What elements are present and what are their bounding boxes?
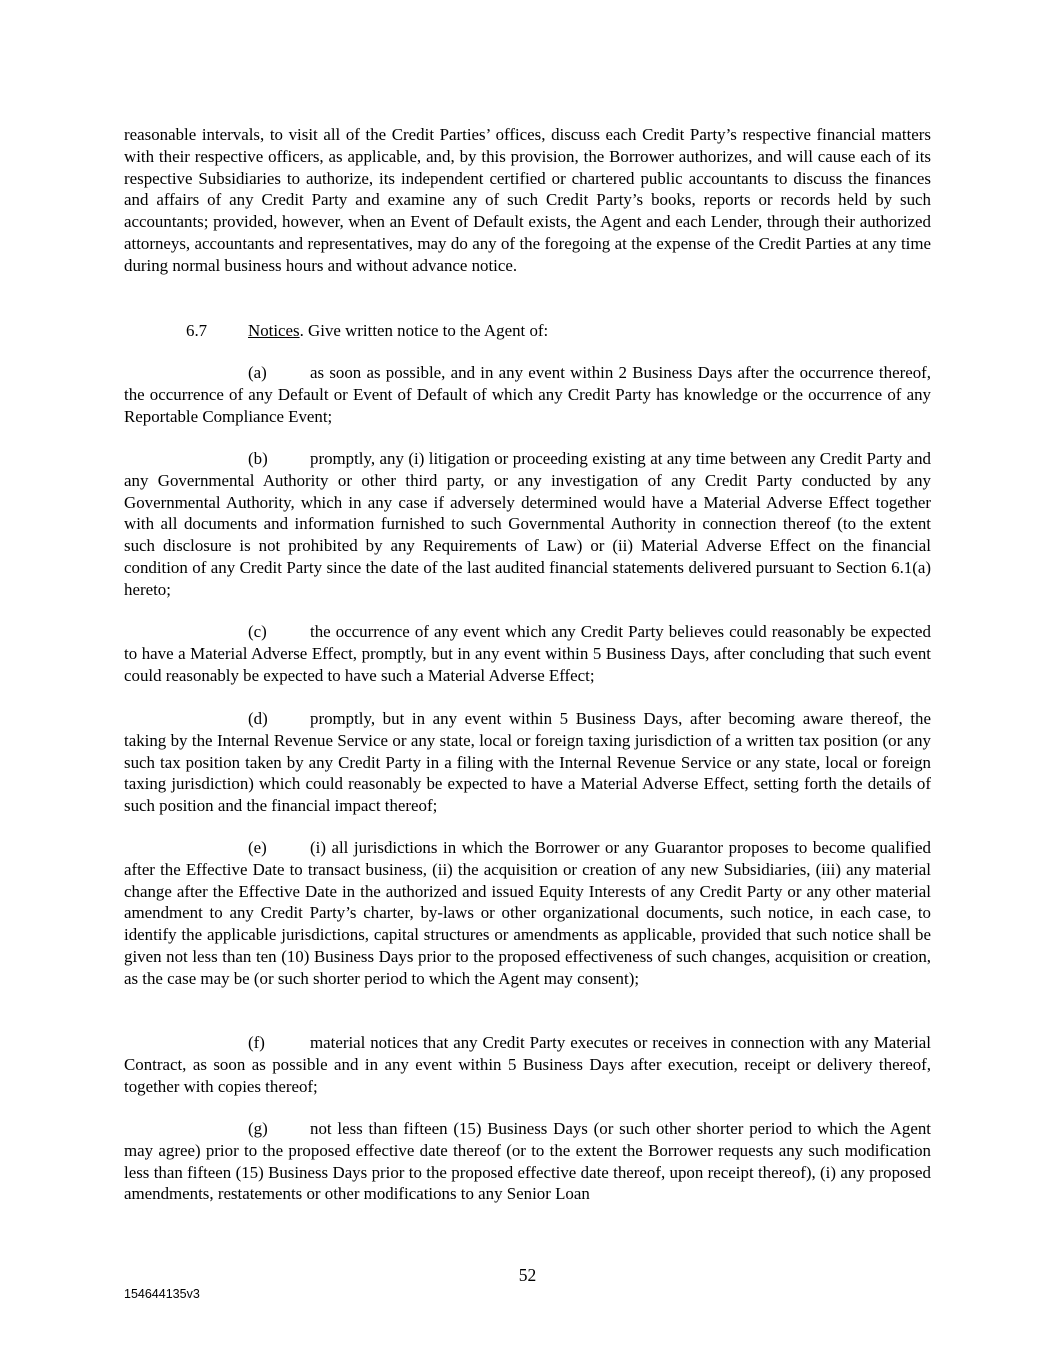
clause-text: the occurrence of any event which any Credit Party believes could reasonably be expected to have a Material Adverse Effect, promptly, but in any event within 5 Business Days, after concluding that such event could reasonably be expected to have such a Material Adverse Effect;	[124, 622, 931, 685]
section-text: . Give written notice to the Agent of:	[299, 321, 549, 340]
clause-label: (d)	[248, 709, 268, 728]
clause-d	[124, 708, 931, 817]
section-title: Notices	[248, 321, 300, 340]
clause-label: (e)	[248, 838, 267, 857]
clause-label: (c)	[248, 622, 267, 641]
clause-text: (i) all jurisdictions in which the Borrower or any Guarantor proposes to become qualified after the Effective Date to transact business, (ii) the acquisition or creation of any new Subsidiaries, (iii) any material change after the Effective Date in the authorized and issued Equity Interests of any Credit Party or any other material amendment to any Credit Party’s charter, by-laws or other organizational documents, such notice, in each case, to identify the applicable jurisdictions, capital structures or amendments as applicable, provided that such notice shall be given not less than ten (10) Business Days prior to the proposed effectiveness of such changes, acquisition or creation, as the case may be (or such shorter period to which the Agent may consent);	[124, 838, 931, 988]
clause-b	[124, 448, 931, 601]
clause-label: (f)	[248, 1033, 265, 1052]
section-heading	[186, 320, 548, 342]
clause-e	[124, 837, 931, 990]
clause-text: as soon as possible, and in any event within 2 Business Days after the occurrence thereof, the occurrence of any Default or Event of Default of which any Credit Party has knowledge or the occurrence of any Reportable Compliance Event;	[124, 363, 931, 426]
page-number: 52	[518, 1265, 537, 1285]
clause-text: material notices that any Credit Party executes or receives in connection with any Material Contract, as soon as possible and in any event within 5 Business Days after execution, receipt or delivery thereof, together with copies thereof;	[124, 1033, 931, 1096]
clause-c	[124, 621, 931, 686]
document-id: 154644135v3	[124, 1287, 200, 1301]
intro-paragraph: reasonable intervals, to visit all of the Credit Parties’ offices, discuss each Credit Party’s respective financial matters with their respective officers, as applicable, and, by this provision, the Borrower authorizes, and will cause each of its respective Subsidiaries to authorize, its independent certified or chartered public accountants to discuss the finances and affairs of any Credit Party and examine any of such Credit Party’s books, reports or records held by such accountants; provided, however, when an Event of Default exists, the Agent and each Lender, through their authorized attorneys, accountants and representatives, may do any of the foregoing at the expense of the Credit Parties at any time during normal business hours and without advance notice.	[124, 125, 931, 275]
clause-text: promptly, but in any event within 5 Business Days, after becoming aware thereof, the taking by the Internal Revenue Service or any state, local or foreign taxing jurisdiction of a written tax position (or any such tax position taken by any Credit Party in a filing with the Internal Revenue Service or any state, local or foreign taxing jurisdiction) which could reasonably be expected to have a Material Adverse Effect, setting forth the details of such position and the financial impact thereof;	[124, 709, 931, 816]
clause-label: (b)	[248, 449, 268, 468]
clause-f	[124, 1032, 931, 1097]
clause-label: (g)	[248, 1119, 268, 1138]
clause-text: promptly, any (i) litigation or proceeding existing at any time between any Credit Party and any Governmental Authority or other third party, or any investigation of any Credit Party conducted by any Governmental Authority, which in any case if adversely determined would have a Material Adverse Effect together with all documents and information furnished to such Governmental Authority in connection thereof (to the extent such disclosure is not prohibited by any Requirements of Law) or (ii) Material Adverse Effect on the financial condition of any Credit Party since the date of the last audited financial statements delivered pursuant to Section 6.1(a) hereto;	[124, 449, 931, 599]
clause-label: (a)	[248, 363, 267, 382]
clause-g	[124, 1118, 931, 1205]
clause-text: not less than fifteen (15) Business Days (or such other shorter period to which the Agent may agree) prior to the proposed effective date thereof (or to the extent the Borrower requests any such modification less than fifteen (15) Business Days prior to the proposed effective date thereof, upon receipt thereof), (i) any proposed amendments, restatements or other modifications to any Senior Loan	[124, 1119, 931, 1204]
clause-a	[124, 362, 931, 427]
section-number: 6.7	[186, 321, 208, 340]
